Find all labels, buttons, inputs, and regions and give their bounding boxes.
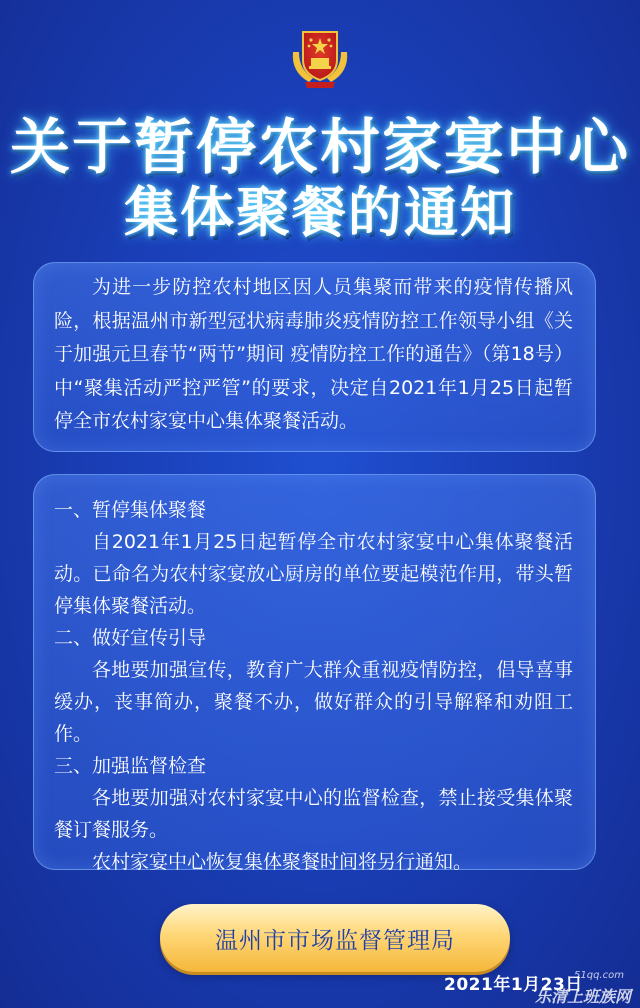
organization-name: 温州市市场监督管理局: [215, 927, 455, 954]
issue-date: 2021年1月23日: [444, 975, 583, 995]
national-emblem-icon: [283, 22, 357, 90]
organization-badge: [160, 904, 510, 972]
section-body: 各地要加强对农村家宴中心的监督检查，禁止接受集体聚餐订餐服务。: [54, 787, 573, 841]
page-title-line1: 关于暂停农村家宴中心: [10, 113, 630, 183]
section-body: 自2021年1月25日起暂停全市农村家宴中心集体聚餐活动。已命名为农村家宴放心厨房的单位要起模范作用，带头暂停集体聚餐活动。: [54, 531, 573, 617]
intro-paragraph: 为进一步防控农村地区因人员集聚而带来的疫情传播风险，根据温州市新型冠状病毒肺炎疫情防控工作领导小组《关于加强元旦春节“两节”期间 疫情防控工作的通告》（第18号）中“聚集活动严控严管”的要求，决定自2021年1月25日起暂停全市农村家宴中心集体聚餐活动。: [54, 276, 573, 432]
intro-card: [33, 262, 596, 452]
section-heading: 二、做好宣传引导: [54, 627, 207, 649]
watermark-site: 51qq.com: [574, 970, 624, 981]
watermark-text: 乐清上班族网: [535, 987, 632, 1006]
sections-card: [33, 474, 596, 873]
closing-note: 农村家宴中心恢复集体聚餐时间将另行通知。: [92, 851, 473, 873]
page-title-line2: 集体聚餐的通知: [124, 181, 516, 244]
section-body: 各地要加强宣传，教育广大群众重视疫情防控，倡导喜事缓办，丧事简办，聚餐不办，做好群众的引导解释和劝阻工作。: [54, 659, 573, 745]
section-heading: 三、加强监督检查: [54, 755, 207, 777]
section-heading: 一、暂停集体聚餐: [54, 499, 207, 521]
